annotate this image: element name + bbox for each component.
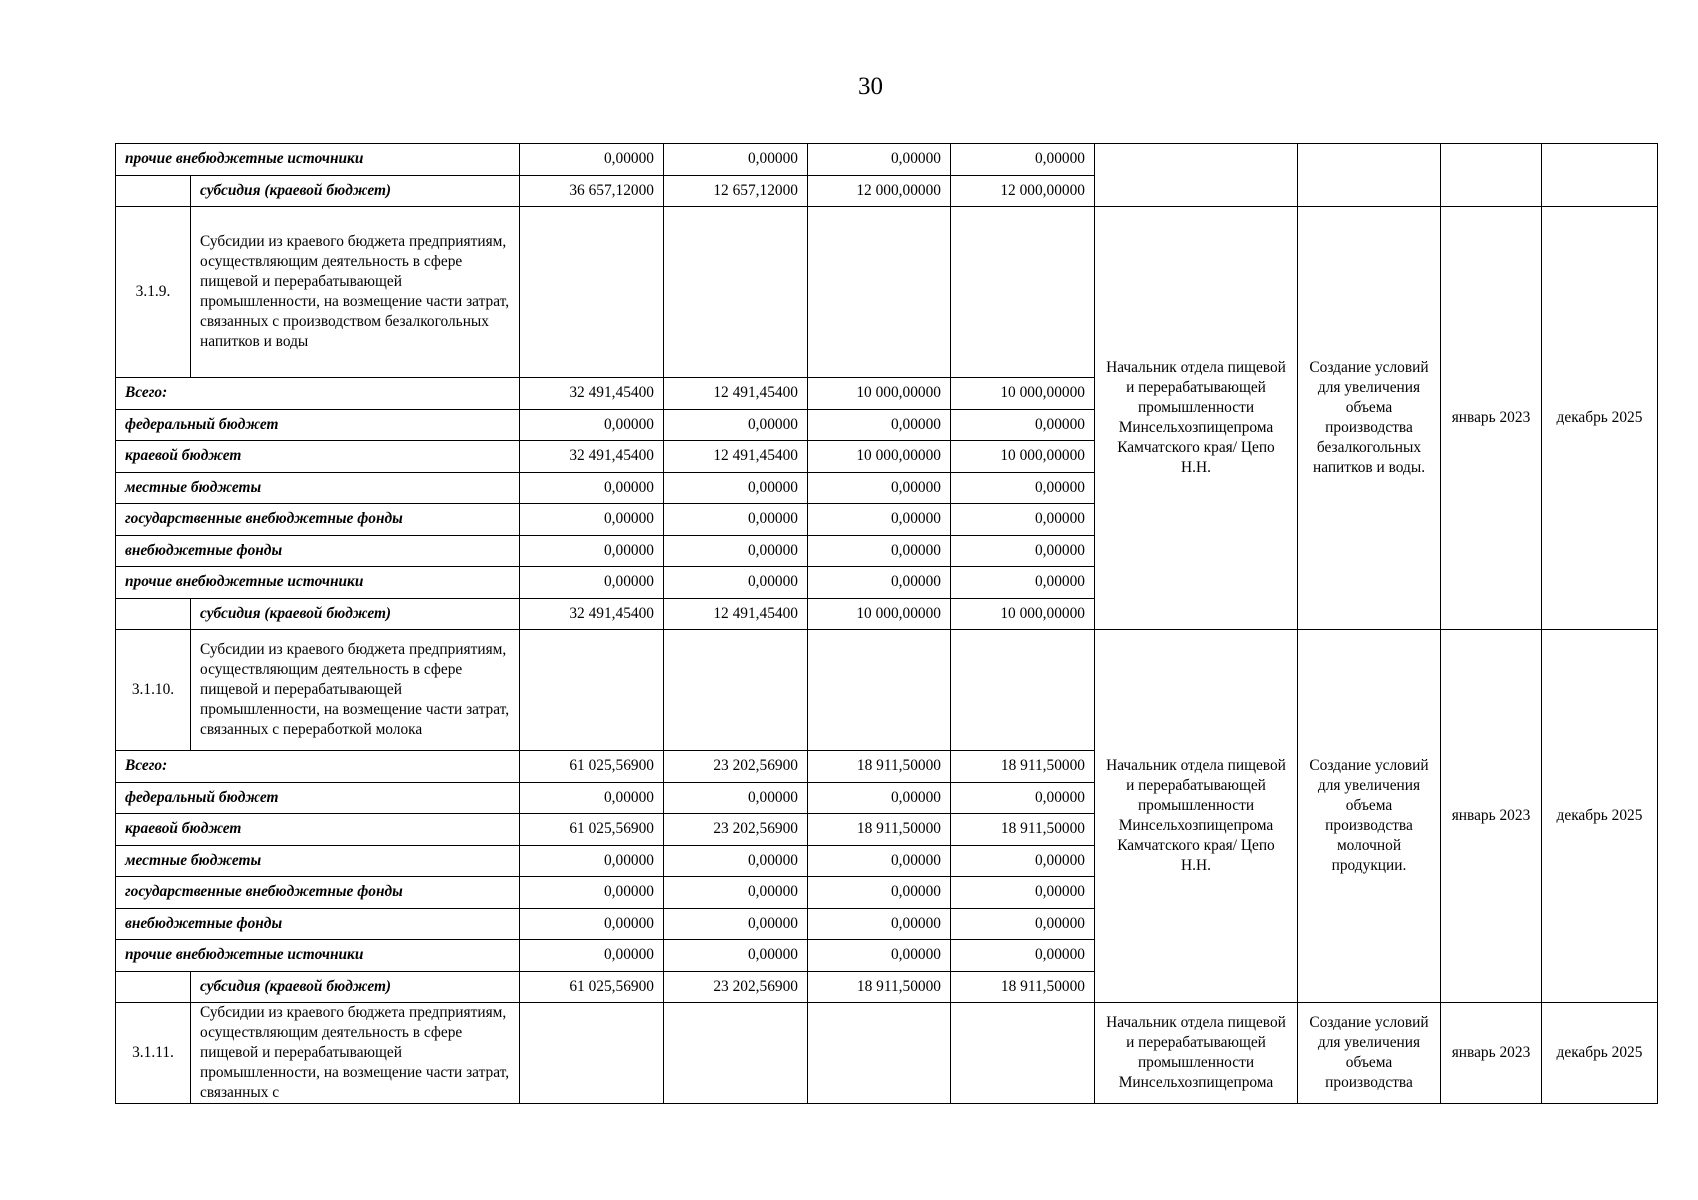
b1-r6-value-1: 0,00000 <box>520 535 664 567</box>
table-row <box>116 144 1658 176</box>
end-date: декабрь 2025 <box>1542 1003 1658 1104</box>
b1-sub-value-1: 32 491,45400 <box>520 598 664 630</box>
empty-value-cell <box>808 630 951 751</box>
table-row <box>116 207 1658 378</box>
b2-r7-value-4: 0,00000 <box>951 940 1095 972</box>
empty-value-cell <box>664 1003 808 1104</box>
b2-r2-value-2: 0,00000 <box>664 782 808 814</box>
b2-r3-value-4: 18 911,50000 <box>951 814 1095 846</box>
b2-r2-value-3: 0,00000 <box>808 782 951 814</box>
empty-value-cell <box>951 630 1095 751</box>
table-row <box>116 1003 1658 1104</box>
empty-value-cell <box>520 1003 664 1104</box>
b1-r4-value-2: 0,00000 <box>664 472 808 504</box>
b2-r7-value-1: 0,00000 <box>520 940 664 972</box>
b2-r1-value-1: 61 025,56900 <box>520 751 664 783</box>
budget-table <box>115 143 1658 1104</box>
code-cell <box>116 175 191 207</box>
b1-r4-value-4: 0,00000 <box>951 472 1095 504</box>
end-date: декабрь 2025 <box>1542 630 1658 1003</box>
b1-r1-value-1: 32 491,45400 <box>520 378 664 410</box>
top-2-value-1: 36 657,12000 <box>520 175 664 207</box>
responsible-executor: Начальник отдела пищевой и перерабатывающей промышленности Минсельхозпищепрома Камчатского края/ Цепо Н.Н. <box>1095 630 1298 1003</box>
top-1-value-3: 0,00000 <box>808 144 951 176</box>
b1-r5-value-2: 0,00000 <box>664 504 808 536</box>
row-label: субсидия (краевой бюджет) <box>191 971 520 1003</box>
code-cell <box>116 598 191 630</box>
b1-sub-value-3: 10 000,00000 <box>808 598 951 630</box>
empty-value-cell <box>520 207 664 378</box>
measure-description: Субсидии из краевого бюджета предприятиям, осуществляющим деятельность в сфере пищевой и перерабатывающей промышленности, на возмещение части затрат, связанных с переработкой молока <box>191 630 520 751</box>
b1-r7-value-1: 0,00000 <box>520 567 664 599</box>
code-cell <box>116 971 191 1003</box>
table-row <box>116 630 1658 751</box>
b2-r6-value-2: 0,00000 <box>664 908 808 940</box>
b1-r6-value-3: 0,00000 <box>808 535 951 567</box>
responsible-cell <box>1095 144 1298 207</box>
b1-r2-value-3: 0,00000 <box>808 409 951 441</box>
row-label: субсидия (краевой бюджет) <box>191 598 520 630</box>
top-2-value-3: 12 000,00000 <box>808 175 951 207</box>
b2-r4-value-3: 0,00000 <box>808 845 951 877</box>
start-date: январь 2023 <box>1441 1003 1542 1104</box>
b1-r7-value-4: 0,00000 <box>951 567 1095 599</box>
empty-value-cell <box>664 630 808 751</box>
b2-r5-value-4: 0,00000 <box>951 877 1095 909</box>
b2-r7-value-3: 0,00000 <box>808 940 951 972</box>
b2-r3-value-1: 61 025,56900 <box>520 814 664 846</box>
top-2-value-4: 12 000,00000 <box>951 175 1095 207</box>
row-label: субсидия (краевой бюджет) <box>191 175 520 207</box>
row-label: прочие внебюджетные источники <box>116 144 520 176</box>
empty-value-cell <box>520 630 664 751</box>
b1-r5-value-3: 0,00000 <box>808 504 951 536</box>
b2-r3-value-2: 23 202,56900 <box>664 814 808 846</box>
b2-sub-value-3: 18 911,50000 <box>808 971 951 1003</box>
row-label: федеральный бюджет <box>116 409 520 441</box>
b1-r2-value-4: 0,00000 <box>951 409 1095 441</box>
b1-r3-value-3: 10 000,00000 <box>808 441 951 473</box>
b1-r4-value-3: 0,00000 <box>808 472 951 504</box>
b2-r4-value-2: 0,00000 <box>664 845 808 877</box>
empty-value-cell <box>664 207 808 378</box>
row-label: краевой бюджет <box>116 441 520 473</box>
empty-value-cell <box>808 1003 951 1104</box>
row-label: федеральный бюджет <box>116 782 520 814</box>
b1-r2-value-1: 0,00000 <box>520 409 664 441</box>
b1-r5-value-1: 0,00000 <box>520 504 664 536</box>
row-label: местные бюджеты <box>116 472 520 504</box>
b1-r6-value-4: 0,00000 <box>951 535 1095 567</box>
responsible-executor: Начальник отдела пищевой и перерабатывающей промышленности Минсельхозпищепрома <box>1095 1003 1298 1104</box>
row-label: Всего: <box>116 751 520 783</box>
b1-r4-value-1: 0,00000 <box>520 472 664 504</box>
start-date: январь 2023 <box>1441 630 1542 1003</box>
top-1-value-2: 0,00000 <box>664 144 808 176</box>
b2-r5-value-2: 0,00000 <box>664 877 808 909</box>
row-label: краевой бюджет <box>116 814 520 846</box>
b1-sub-value-4: 10 000,00000 <box>951 598 1095 630</box>
b1-r1-value-3: 10 000,00000 <box>808 378 951 410</box>
page-number: 30 <box>858 73 883 100</box>
empty-value-cell <box>951 207 1095 378</box>
measure-code: 3.1.9. <box>116 207 191 378</box>
b2-sub-value-4: 18 911,50000 <box>951 971 1095 1003</box>
b2-sub-value-2: 23 202,56900 <box>664 971 808 1003</box>
b1-r7-value-3: 0,00000 <box>808 567 951 599</box>
b2-r5-value-3: 0,00000 <box>808 877 951 909</box>
row-label: государственные внебюджетные фонды <box>116 877 520 909</box>
top-2-value-2: 12 657,12000 <box>664 175 808 207</box>
measure-code: 3.1.10. <box>116 630 191 751</box>
b2-r6-value-3: 0,00000 <box>808 908 951 940</box>
b2-r3-value-3: 18 911,50000 <box>808 814 951 846</box>
b1-r7-value-2: 0,00000 <box>664 567 808 599</box>
b1-r1-value-2: 12 491,45400 <box>664 378 808 410</box>
b1-r5-value-4: 0,00000 <box>951 504 1095 536</box>
row-label: прочие внебюджетные источники <box>116 567 520 599</box>
start-date: январь 2023 <box>1441 207 1542 630</box>
b1-r6-value-2: 0,00000 <box>664 535 808 567</box>
b2-r6-value-1: 0,00000 <box>520 908 664 940</box>
row-label: внебюджетные фонды <box>116 908 520 940</box>
start-cell <box>1441 144 1542 207</box>
row-label: государственные внебюджетные фонды <box>116 504 520 536</box>
b1-sub-value-2: 12 491,45400 <box>664 598 808 630</box>
b2-r2-value-1: 0,00000 <box>520 782 664 814</box>
b2-r7-value-2: 0,00000 <box>664 940 808 972</box>
b2-r1-value-3: 18 911,50000 <box>808 751 951 783</box>
row-label: внебюджетные фонды <box>116 535 520 567</box>
b1-r2-value-2: 0,00000 <box>664 409 808 441</box>
b1-r3-value-4: 10 000,00000 <box>951 441 1095 473</box>
row-label: прочие внебюджетные источники <box>116 940 520 972</box>
row-label: Всего: <box>116 378 520 410</box>
empty-value-cell <box>808 207 951 378</box>
measure-description: Субсидии из краевого бюджета предприятиям, осуществляющим деятельность в сфере пищевой и перерабатывающей промышленности, на возмещение части затрат, связанных с производством безалкогольных напитков и воды <box>191 207 520 378</box>
top-1-value-1: 0,00000 <box>520 144 664 176</box>
b1-r3-value-1: 32 491,45400 <box>520 441 664 473</box>
end-cell <box>1542 144 1658 207</box>
b1-r3-value-2: 12 491,45400 <box>664 441 808 473</box>
expected-result: Создание условий для увеличения объема производства безалкогольных напитков и воды. <box>1298 207 1441 630</box>
measure-code: 3.1.11. <box>116 1003 191 1104</box>
end-date: декабрь 2025 <box>1542 207 1658 630</box>
b2-sub-value-1: 61 025,56900 <box>520 971 664 1003</box>
top-1-value-4: 0,00000 <box>951 144 1095 176</box>
b2-r1-value-4: 18 911,50000 <box>951 751 1095 783</box>
goal-cell <box>1298 144 1441 207</box>
measure-description: Субсидии из краевого бюджета предприятиям, осуществляющим деятельность в сфере пищевой и перерабатывающей промышленности, на возмещение части затрат, связанных с <box>191 1003 520 1104</box>
b1-r1-value-4: 10 000,00000 <box>951 378 1095 410</box>
b2-r4-value-1: 0,00000 <box>520 845 664 877</box>
b2-r5-value-1: 0,00000 <box>520 877 664 909</box>
b2-r6-value-4: 0,00000 <box>951 908 1095 940</box>
responsible-executor: Начальник отдела пищевой и перерабатывающей промышленности Минсельхозпищепрома Камчатского края/ Цепо Н.Н. <box>1095 207 1298 630</box>
expected-result: Создание условий для увеличения объема производства <box>1298 1003 1441 1104</box>
empty-value-cell <box>951 1003 1095 1104</box>
b2-r2-value-4: 0,00000 <box>951 782 1095 814</box>
b2-r1-value-2: 23 202,56900 <box>664 751 808 783</box>
b2-r4-value-4: 0,00000 <box>951 845 1095 877</box>
row-label: местные бюджеты <box>116 845 520 877</box>
expected-result: Создание условий для увеличения объема производства молочной продукции. <box>1298 630 1441 1003</box>
